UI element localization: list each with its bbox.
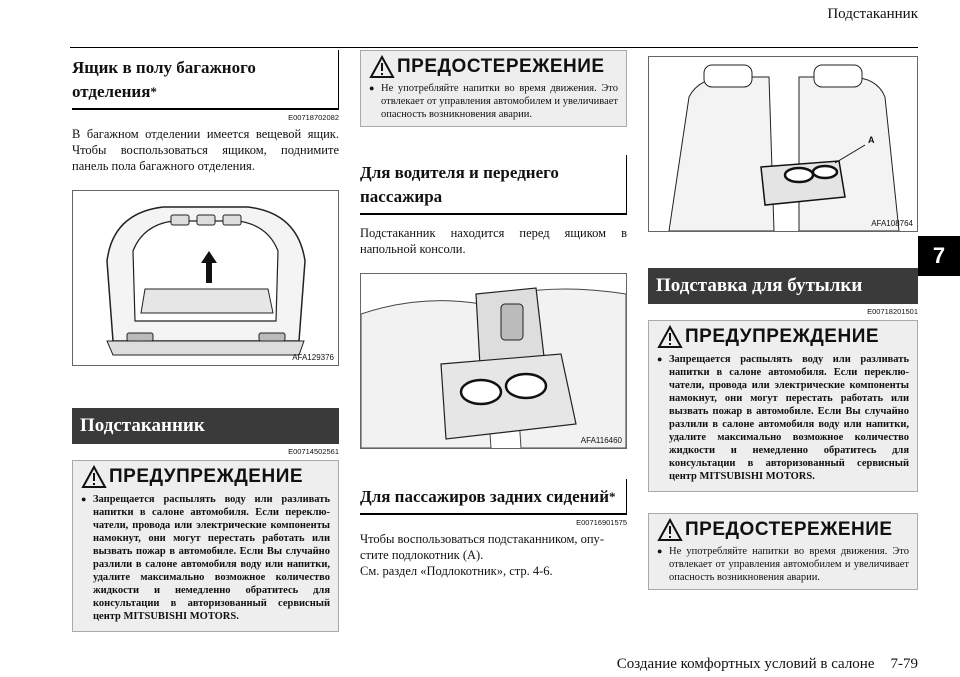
caution-box xyxy=(648,513,918,590)
caution-header: ПРЕДОСТЕРЕЖЕНИЕ xyxy=(369,51,618,79)
section-banner-cupholder: Подстаканник xyxy=(72,408,339,444)
column-2 xyxy=(360,50,627,579)
figure-label: AFA108764 xyxy=(871,219,913,228)
warning-box xyxy=(72,460,339,632)
figure-floor-console xyxy=(360,273,627,449)
floor-box-text: В багажном отделении имеется вещевой ящик. Чтобы воспользоваться ящиком, поднимите панель пола багажного отделения. xyxy=(72,127,339,173)
section-banner-bottle-holder: Подставка для бутылки xyxy=(648,268,918,304)
figure-label: AFA129376 xyxy=(292,353,334,362)
section-code: E00716901575 xyxy=(576,518,627,527)
section-code: E00714502561 xyxy=(288,447,339,456)
chapter-tab[interactable]: 7 xyxy=(918,236,960,276)
page-footer xyxy=(617,656,918,673)
warning-box xyxy=(648,320,918,492)
column-1 xyxy=(72,50,339,632)
caution-triangle-icon xyxy=(657,518,683,542)
footer-section: Создание комфортных условий в салоне xyxy=(616,656,875,672)
column-3 xyxy=(648,50,918,590)
page-header-title: Подстаканник xyxy=(827,6,918,22)
caution-header: ПРЕДОСТЕРЕЖЕНИЕ xyxy=(657,514,909,542)
rear-armrest-illustration xyxy=(649,57,917,231)
caution-triangle-icon xyxy=(369,55,395,79)
caution-text: ● Не употребляйте напитки во время движения. Это отвлекает от управления автомобилем и увеличивает опасность возникновения аварии. xyxy=(369,82,618,121)
warning-triangle-icon xyxy=(657,325,683,349)
figure-callout: A xyxy=(868,135,875,145)
page-number: 7-79 xyxy=(890,656,918,672)
optional-star: * xyxy=(150,84,157,99)
luggage-compartment-illustration xyxy=(73,191,338,365)
warning-text: ● Запрещается распылять воду или разливать напитки в салоне автомобиля. Если переключатели, провода или электрические компоненты намокнут, они могут перестать работать или вызвать пожар в автомобиле. Если Вы случайно разлили в салоне автомобиля воду или напитки, удалите максимально возможное количество жидкости и немедленно обратитесь для консультации в авторизованный сервисный центр MITSUBISHI MOTORS. xyxy=(657,353,909,483)
floor-console-illustration xyxy=(361,274,626,448)
warning-header: ПРЕДУПРЕЖДЕНИЕ xyxy=(81,461,330,489)
section-heading-rear: Для пассажиров задних сидений* xyxy=(360,479,627,515)
figure-luggage-compartment xyxy=(72,190,339,366)
section-code: E00718201501 xyxy=(867,307,918,316)
figure-rear-armrest xyxy=(648,56,918,232)
warning-triangle-icon xyxy=(81,465,107,489)
figure-label: AFA116460 xyxy=(580,436,622,445)
header-rule xyxy=(70,47,918,48)
rear-cupholder-text: Чтобы воспользоваться подстаканником, опустите подлокотник (A). См. раздел «Подлокотник», стр. 4-6. xyxy=(360,532,604,578)
section-heading-front: Для водителя и переднего пассажира xyxy=(360,155,627,215)
warning-header: ПРЕДУПРЕЖДЕНИЕ xyxy=(657,321,909,349)
front-cupholder-text: Подстаканник находится перед ящиком в напольной консоли. xyxy=(360,226,627,256)
section-heading-floor-box: Ящик в полу багажного отделения* xyxy=(72,50,339,110)
caution-box xyxy=(360,50,627,127)
section-code: E00718702082 xyxy=(288,113,339,122)
warning-text: ● Запрещается распылять воду или разливать напитки в салоне автомобиля. Если переключатели, провода или электрические компоненты намокнут, они могут перестать работать или вызвать пожар в автомобиле. Если Вы случайно разлили в салоне автомобиля воду или напитки, удалите максимально возможное количество жидкости и немедленно обратитесь для консультации в авторизованный сервисный центр MITSUBISHI MOTORS. xyxy=(81,493,330,623)
caution-text: ● Не употребляйте напитки во время движения. Это отвлекает от управления автомобилем и увеличивает опасность возникновения аварии. xyxy=(657,545,909,584)
optional-star: * xyxy=(609,489,616,504)
